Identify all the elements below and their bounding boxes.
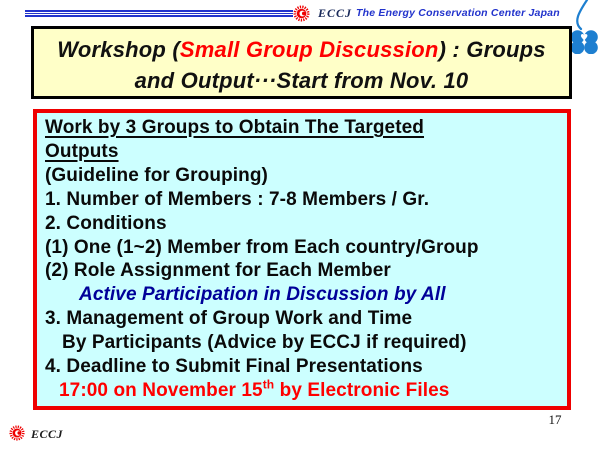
content-line-guideline: (Guideline for Grouping) [45, 164, 268, 186]
content-line-conditions: 2. Conditions [45, 212, 167, 234]
content-line-participants: By Participants (Advice by ECCJ if required) [62, 332, 467, 354]
slide-title-line2: and Output···Start from Nov. 10 [134, 68, 469, 93]
header-rule [25, 10, 293, 18]
header-org-abbr: ECCJ [318, 6, 353, 20]
svg-text:♥: ♥ [580, 33, 589, 44]
content-line-members: 1. Number of Members : 7-8 Members / Gr. [45, 188, 430, 210]
content-heading-line1: Work by 3 Groups to Obtain The Targeted [45, 117, 425, 138]
content-line-condition-2: (2) Role Assignment for Each Member [45, 260, 391, 282]
eccj-sun-icon [292, 4, 311, 23]
slide-title-line1: Workshop (Small Group Discussion) : Groups [57, 37, 546, 62]
eccj-sun-icon-footer [8, 424, 26, 442]
content-line-deadline-label: 4. Deadline to Submit Final Presentations [45, 356, 423, 378]
content-line-management: 3. Management of Group Work and Time [45, 308, 413, 330]
content-line-emphasis: Active Participation in Discussion by All [79, 284, 446, 306]
content-heading-line2: Outputs [45, 140, 119, 162]
content-line-condition-1: (1) One (1~2) Member from Each country/Group [45, 236, 479, 258]
footer-org-abbr: ECCJ [31, 427, 64, 441]
content-box [33, 109, 571, 410]
content-line-deadline-value: 17:00 on November 15th by Electronic Files [59, 377, 450, 401]
header-org-name: The Energy Conservation Center Japan [356, 7, 560, 19]
slide-title-highlight: Small Group Discussion [179, 37, 439, 62]
slide-title [31, 26, 572, 99]
page-number: 17 [548, 412, 562, 427]
